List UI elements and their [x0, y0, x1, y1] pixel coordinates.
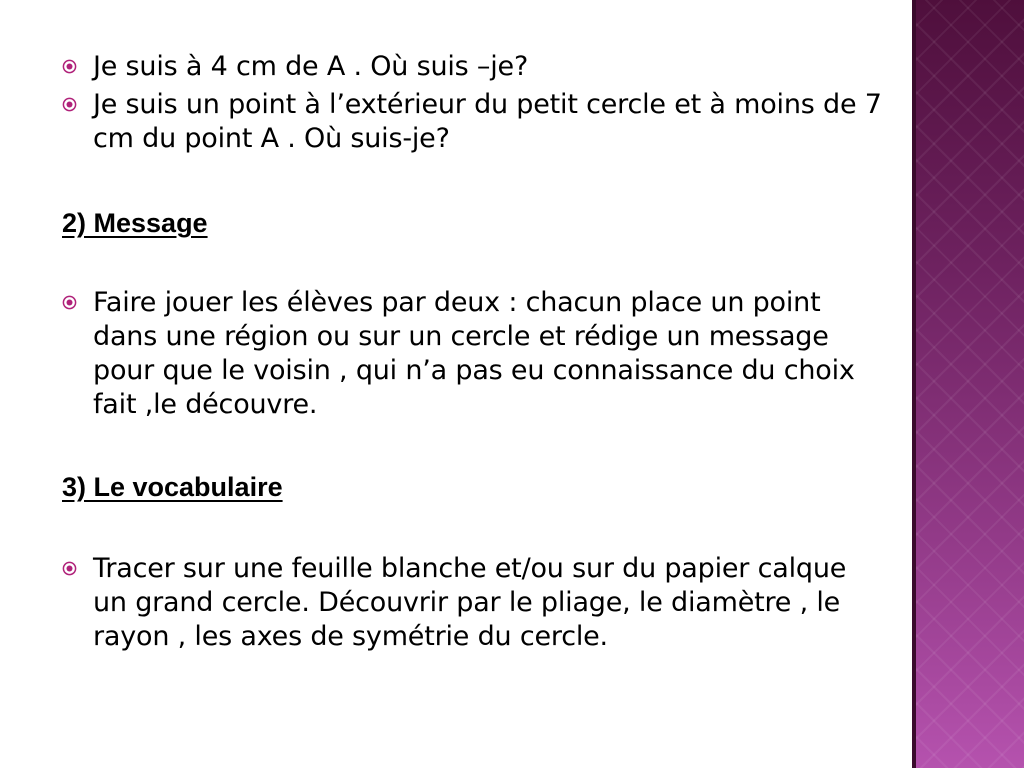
bullet-item	[62, 286, 882, 422]
bullet-text: Je suis un point à l’extérieur du petit cercle et à moins de 7 cm du point A . Où suis-je?	[93, 89, 882, 154]
radio-bullet-icon	[62, 561, 77, 576]
decorative-side-bar	[912, 0, 1024, 768]
radio-bullet-icon	[62, 59, 77, 74]
bullet-text: Je suis à 4 cm de A . Où suis –je?	[93, 51, 529, 82]
section-heading-message: 2) Message	[62, 208, 208, 238]
section-heading-vocabulary: 3) Le vocabulaire	[62, 472, 283, 502]
bullet-text: Tracer sur une feuille blanche et/ou sur du papier calque un grand cercle. Découvrir par le pliage, le diamètre , le rayon , les axes de symétrie du cercle.	[93, 553, 847, 652]
radio-bullet-icon	[62, 295, 77, 310]
bullet-item	[62, 552, 882, 654]
radio-bullet-icon	[62, 97, 77, 112]
bullet-item	[62, 88, 882, 156]
bullet-item	[62, 50, 528, 84]
bullet-text: Faire jouer les élèves par deux : chacun place un point dans une région ou sur un cercle et rédige un message pour que le voisin , qui n’a pas eu connaissance du choix fait ,le découvre.	[93, 287, 855, 420]
